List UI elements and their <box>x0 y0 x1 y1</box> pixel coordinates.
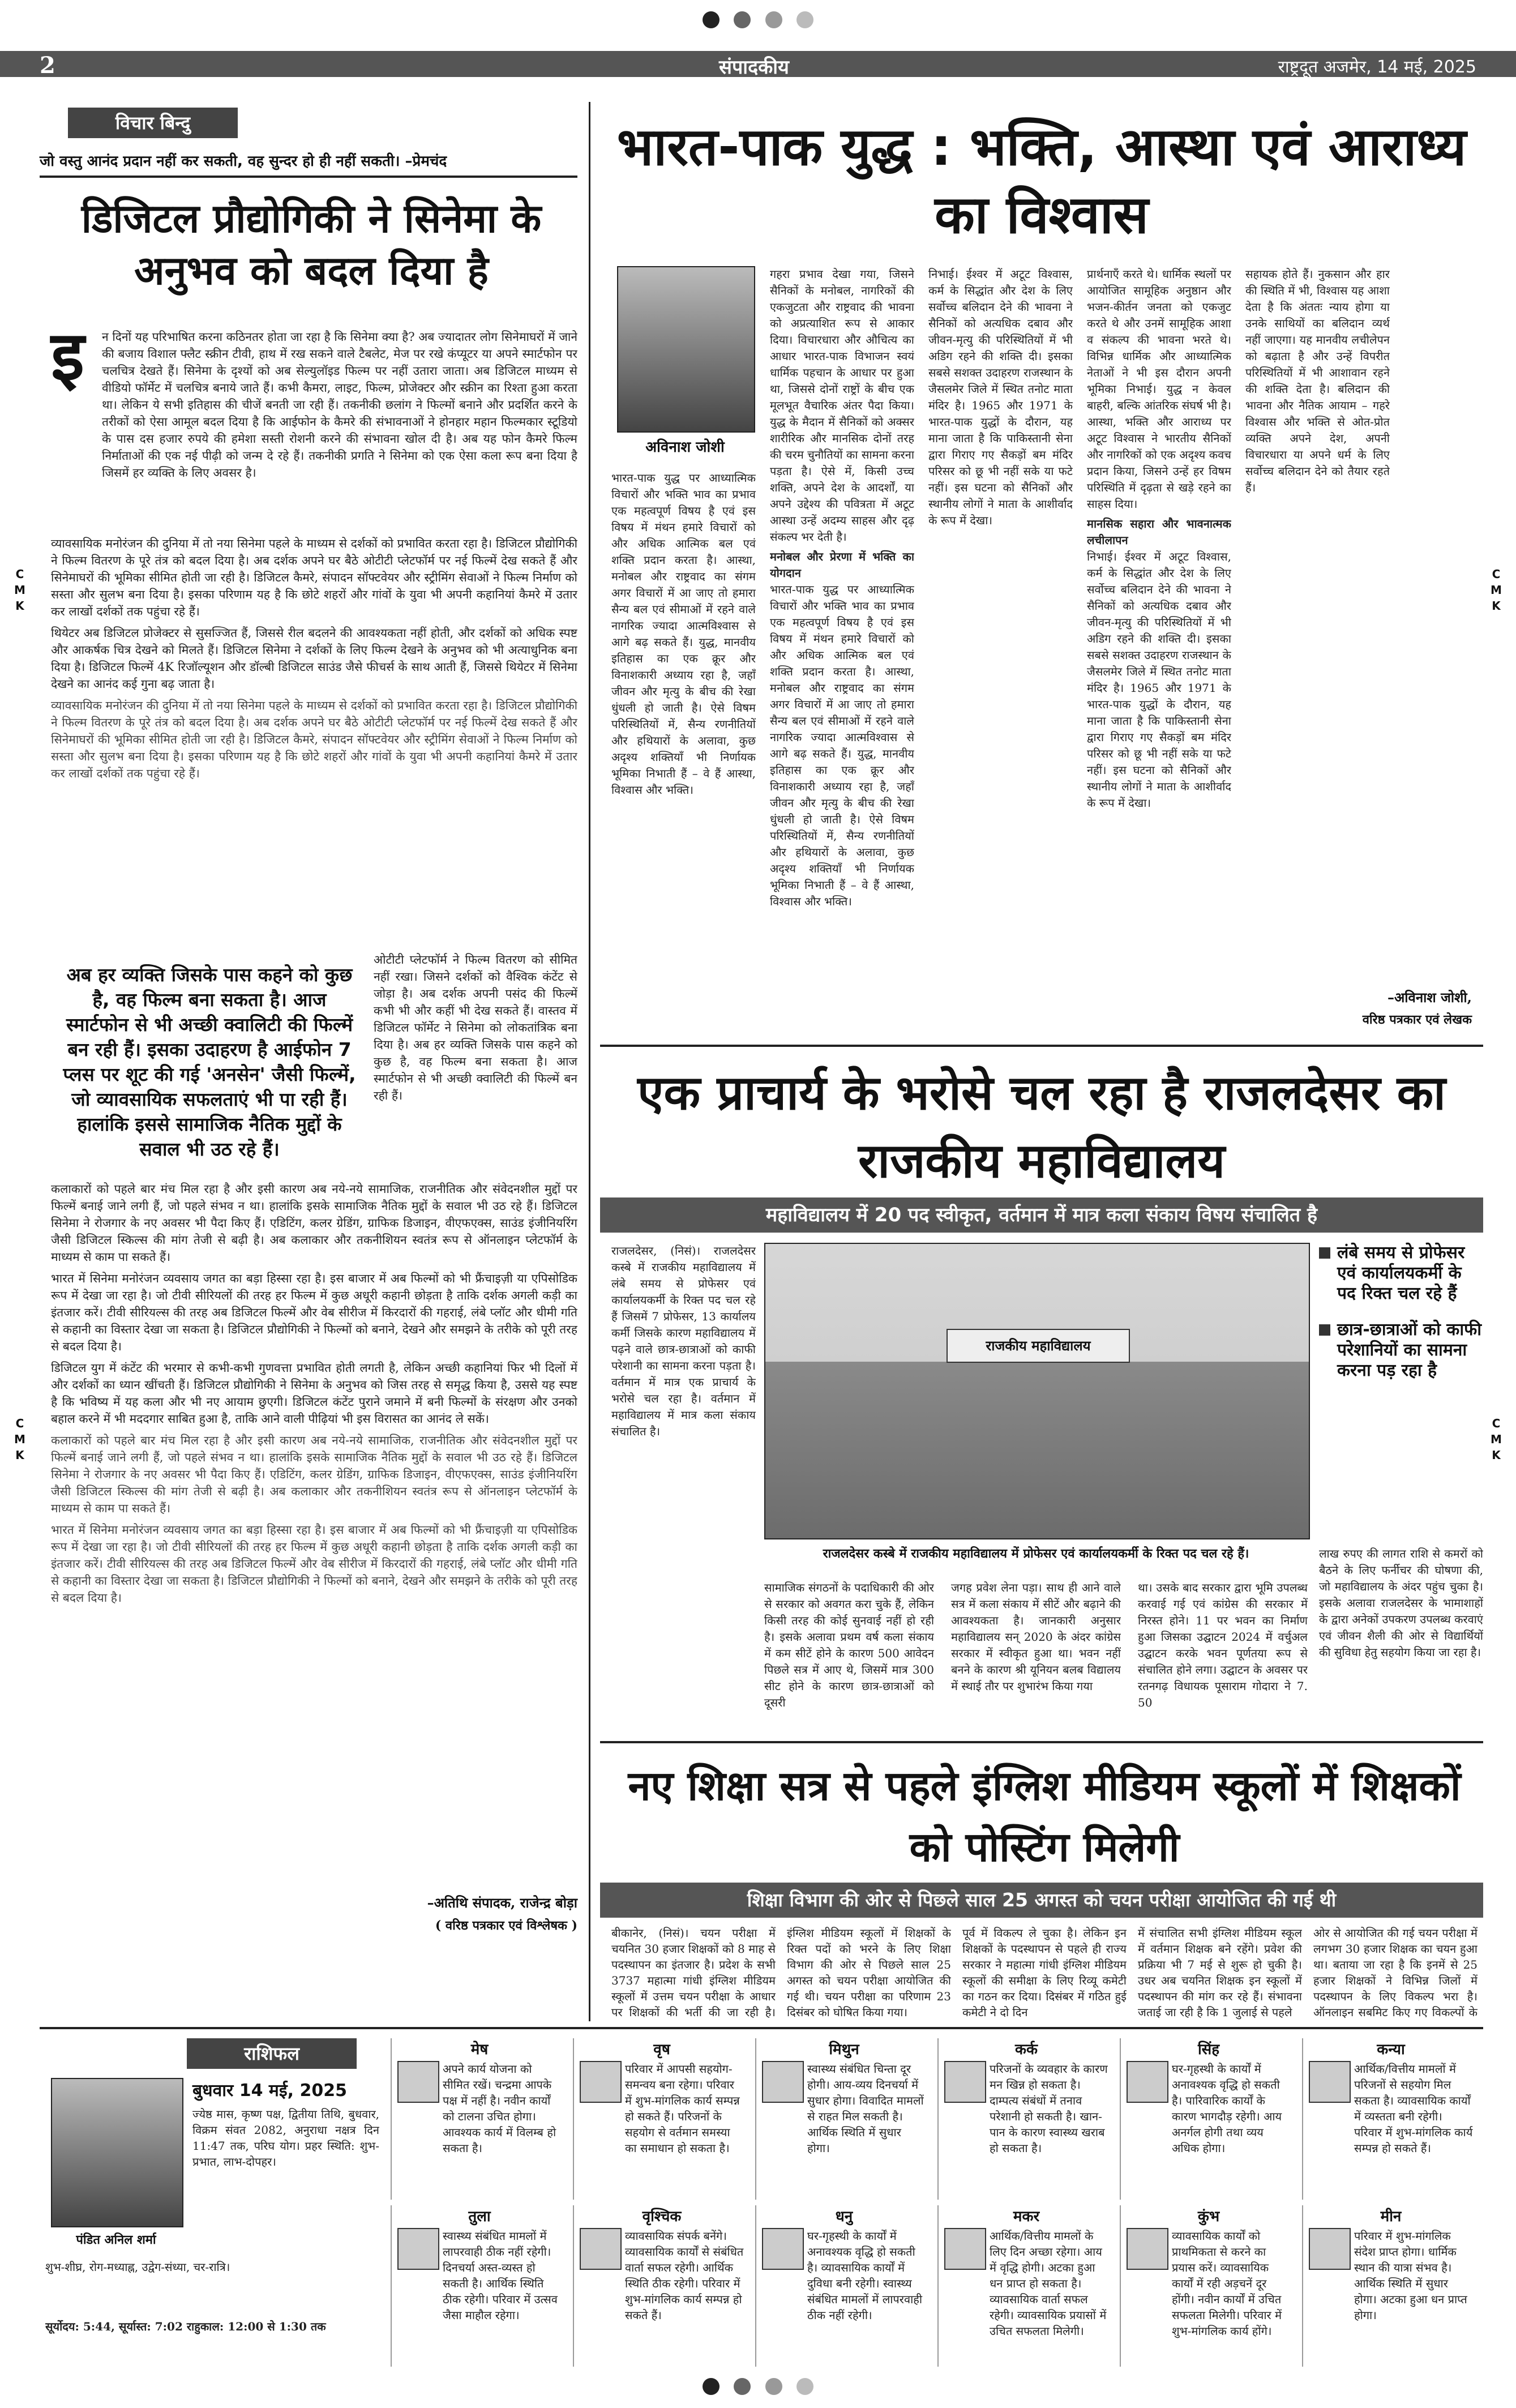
article1-body-bottom <box>51 1181 577 1885</box>
aquarius-icon <box>1127 2228 1168 2270</box>
rashi-kumbh <box>1120 2205 1296 2367</box>
registration-dot-icon <box>734 2378 751 2395</box>
gemini-icon <box>762 2061 804 2103</box>
article1-author-desc: ( वरिष्ठ पत्रकार एवं विश्लेषक ) <box>435 1918 577 1933</box>
rashi-text: आर्थिक/वित्तीय मामलों के लिए दिन अच्छा रहेगा। आय में वृद्धि होगी। अटका हुआ धन प्राप्त हो सकता है। व्यावसायिक वार्ता सफल रहेगी। व्यावसायिक प्रयासों में उचित सफलता मिलेगी। <box>990 2229 1107 2338</box>
registration-dot-icon <box>734 11 751 28</box>
rashi-name: धनु <box>835 2208 853 2225</box>
article3-col3: जगह प्रवेश लेना पड़ा। साथ ही आने वाले सत्र में कला संकाय में सीटें और बढ़ाने की आवश्यकता है। जानकारी अनुसार महाविद्यालय सन् 2020 के अंदर कांग्रेस सरकार में स्वीकृत हुआ था। भवन नहीं बनने के कारण श्री यूनियन बलब विद्यालय में स्थाई तौर पर शुभारंभ किया गया <box>951 1581 1121 1693</box>
rashi-tula <box>391 2205 567 2367</box>
square-bullet-icon <box>1319 1247 1330 1259</box>
cmk-mark-right: C M K <box>1491 567 1502 613</box>
article1-para2-repeat: व्यावसायिक मनोरंजन की दुनिया में तो नया सिनेमा पहले के माध्यम से दर्शकों को प्रभावित करता रहा है। डिजिटल प्रौद्योगिकी ने फिल्म वितरण के पूरे तंत्र को बदल दिया है। अब दर्शक अपने घर बैठे ओटीटी प्लेटफॉर्म पर नई फिल्में देख सकते हैं और सिनेमाघरों की भूमिका सीमित होती जा रही है। डिजिटल कैमरे, संपादन सॉफ्टवेयर और स्ट्रीमिंग सेवाओं ने फिल्म निर्माण को सस्ता और सुलभ बना दिया है। इसका परिणाम यह है कि छोटे शहरों और गांवों के युवा भी अपनी कहानियां कैमरे में उतार कर लाखों दर्शकों तक पहुंचा रहे हैं। <box>51 699 577 780</box>
column-rule <box>589 102 590 2021</box>
scorpio-icon <box>580 2228 622 2270</box>
rashi-text: घर-गृहस्थी के कार्यों में अनावश्यक वृद्धि हो सकती है। पारिवारिक कार्यों के कारण भागदौड़ रहेगी। आय अनर्गल होगी तथा व्यय अधिक होगा। <box>1172 2062 1282 2155</box>
bullet-text: छात्र-छात्राओं को काफी परेशानियों का सामना करना पड़ रहा है <box>1337 1320 1482 1380</box>
registration-dot-icon <box>796 11 813 28</box>
article3-col4: था। उसके बाद सरकार द्वारा भूमि उपलब्ध करवाई गई एवं कांग्रेस की सरकार में निरस्त होने। 11 पर भवन का निर्माण हुआ जिसका उद्घाटन 2024 में वर्चुअल उद्घाटन करके भवन पूर्णतया रूप से संचालित होने लगा। उद्घाटन के अवसर पर रतनगढ़ विधायक पूसाराम गोदारा ने 7. 50 <box>1138 1581 1308 1709</box>
article2-col5: सहायक होते हैं। नुकसान और हार की स्थिति में भी, विश्वास यह आशा देता है कि अंततः न्याय होगा या उनके साथियों का बलिदान व्यर्थ नहीं जाएगा। यह मानवीय लचीलेपन को बढ़ाता है और उन्हें विपरीत परिस्थितियों में भी आशावान रहने की शक्ति देता है। बलिदान की भावना और नैतिक आयाम – गहरे विश्वास और भक्ति से ओत-प्रोत व्यक्ति अपने देश, अपनी विचारधारा या अपने धर्म के लिए सर्वोच्च बलिदान देने को तैयार रहते हैं। <box>1245 267 1390 494</box>
article1-para5: भारत में सिनेमा मनोरंजन व्यवसाय जगत का बड़ा हिस्सा रहा है। इस बाजार में अब फिल्मों को भी फ्रैंचाइज़ी या एपिसोडिक रूप में देखा जा रहा है। जो टीवी सीरियलों की तरह हर फिल्म में कुछ अधूरी कहानी छोड़ता है ताकि दर्शक अगली कड़ी का इंतजार करें। टीवी सीरियल्स की तरह अब डिजिटल फिल्में और वेब सीरीज में किरदारों की गहराई, लंबे प्लॉट और धीमी गति से कहानी का विस्तार देखा जा सकता है। डिजिटल प्रौद्योगिकी ने फिल्मों को बनाने, देखने और समझने के तरीके को पूरी तरह से बदल दिया है। <box>51 1272 577 1353</box>
rashi-name: मकर <box>1013 2208 1040 2225</box>
article2-col4-text: प्रार्थनाएँ करते थे। धार्मिक स्थलों पर आयोजित सामूहिक अनुष्ठान और भजन-कीर्तन जनता को एकजुट करते थे और उनमें सामूहिक आशा व संकल्प की भावना भरते थे। विभिन्न धार्मिक और आध्यात्मिक नेताओं ने भी इस दौरान अपनी भूमिका निभाई। युद्ध न केवल बाहरी, बल्कि आंतरिक संघर्ष भी है। आस्था, भक्ति और आराध्य पर अटूट विश्वास ने भारतीय सैनिकों और नागरिकों को एक अदृश्य कवच प्रदान किया, जिसने उन्हें हर विषम परिस्थिति में दृढ़ता से खड़े रहने का साहस दिया। <box>1087 267 1231 511</box>
registration-dot-icon <box>703 2378 720 2395</box>
sagittarius-icon <box>762 2228 804 2270</box>
article1-pullquote: अब हर व्यक्ति जिसके पास कहने को कुछ है, वह फिल्म बना सकता है। आज स्मार्टफोन से भी अच्छी क्वालिटी की फिल्में बन रही हैं। इसका उदाहरण है आईफोन 7 प्लस पर शूट की गई 'अनसेन' जैसी फिल्में, जो व्यावसायिक सफलताएं भी पा रही हैं। हालांकि इससे सामाजिक नैतिक मुद्दों के सवाल भी उठ रहे हैं। <box>63 964 356 1160</box>
article3-col5: लाख रुपए की लागत राशि से कमरों को बैठने के लिए फर्नीचर की घोषणा की, जो महाविद्यालय के अंदर पहुंच चुका है। इसके अलावा राजलदेसर के भामाशाहों के द्वारा अनेकों उपकरण उपलब्ध करवाएं एवं जीवन शैली की ओर से विद्यार्थियों की सुविधा हेतु सहयोग किया जा रहा है। <box>1319 1547 1483 1659</box>
article1-author-name: –अतिथि संपादक, राजेन्द्र बोड़ा <box>427 1894 577 1911</box>
rashi-name: सिंह <box>1197 2041 1220 2058</box>
article3-subhead: महाविद्यालय में 20 पद स्वीकृत, वर्तमान में मात्र कला संकाय विषय संचालित है <box>600 1197 1483 1233</box>
taurus-icon <box>580 2061 622 2103</box>
rashi-name: कर्क <box>1015 2041 1038 2058</box>
article2-author-caption: अविनाश जोशी <box>645 439 725 456</box>
cmk-mark-left: C M K <box>14 567 25 613</box>
rashi-makar <box>937 2205 1114 2367</box>
divider <box>600 1045 1483 1047</box>
article2-headline: भारत-पाक युद्ध : भक्ति, आस्था एवं आराध्य का विश्वास <box>616 117 1467 245</box>
article4-headline: नए शिक्षा सत्र से पहले इंग्लिश मीडियम स्कूलों में शिक्षकों को पोस्टिंग मिलेगी <box>628 1762 1461 1871</box>
article2-author-sign: –अविनाश जोशी, <box>1387 989 1472 1006</box>
bullet-item <box>1319 1243 1483 1304</box>
article4-subhead: शिक्षा विभाग की ओर से पिछले साल 25 अगस्त को चयन परीक्षा आयोजित की गई थी <box>600 1883 1483 1918</box>
leo-icon <box>1127 2061 1168 2103</box>
rashi-text: स्वास्थ्य संबंधित मामलों में लापरवाही ठीक नहीं रहेगी। दिनचर्या अस्त-व्यस्त हो सकती है। आर्थिक स्थिति ठीक रहेगी। परिवार में उत्सव जैसा माहौल रहेगा। <box>443 2229 558 2322</box>
rashifal-panchang: ज्येष्ठ मास, कृष्ण पक्ष, द्वितीया तिथि, बुधवार, विक्रम संवत 2082, अनुराधा नक्षत्र दिन 11:47 तक, परिघ योग। प्रहर स्थिति: शुभ-प्रभात, लाभ-दोपहर। <box>192 2107 379 2169</box>
rashi-text: परिवार में शुभ-मांगलिक संदेश प्राप्त होगा। धार्मिक स्थान की यात्रा संभव है। आर्थिक स्थिति में सुधार होगा। अटका हुआ धन प्राप्त होगा। <box>1354 2229 1467 2322</box>
article2-col1: भारत-पाक युद्ध पर आध्यात्मिक विचारों और भक्ति भाव का प्रभाव एक महत्वपूर्ण विषय है एवं इस विषय में मंथन हमारे विचारों को और अधिक आत्मिक बल एवं शक्ति प्रदान करता है। आस्था, मनोबल और राष्ट्रवाद का संगम अगर विचारों में आ जाए तो हमारा सैन्य बल एवं सीमाओं में रहने वाले नागरिक ज्यादा आत्मविश्वास से आगे बढ़ सकते हैं। युद्ध, मानवीय इतिहास का एक क्रूर और विनाशकारी अध्याय रहा है, जहाँ जीवन और मृत्यु के बीच की रेखा धुंधली हो जाती है। ऐसे विषम परिस्थितियों में, सैन्य रणनीतियों और हथियारों के अलावा, कुछ अदृश्य शक्तियाँ भी निर्णायक भूमिका निभाती हैं – वे हैं आस्था, विश्वास और भक्ति। <box>611 471 756 797</box>
aries-icon <box>397 2061 439 2103</box>
article1-body-mid <box>51 535 577 931</box>
rashi-name: मिथुन <box>829 2041 859 2058</box>
vichar-label: विचार बिन्दु <box>68 108 238 138</box>
rashi-name: तुला <box>468 2208 491 2225</box>
cmk-mark-right: C M K <box>1491 1417 1502 1462</box>
vichar-quote: जो वस्तु आनंद प्रदान नहीं कर सकती, वह सुन्दर हो ही नहीं सकती। –प्रेमचंद <box>40 153 447 170</box>
article2-author-photo <box>617 266 755 433</box>
rashifal-sun-times: सूर्योदय: 5:44, सूर्यास्त: 7:02 राहुकाल: 12:00 से 1:30 तक <box>45 2320 326 2333</box>
article4-col3: पूर्व में विकल्प ले चुका है। लेकिन इन शिक्षकों के पदस्थापन से पहले ही राज्य सरकार ने महात्मा गांधी इंग्लिश मीडियम स्कूलों की समीक्षा के लिए रिव्यू कमेटी का गठन कर दिया। दिसंबर में गठित हुई कमेटी ने दो दिन <box>962 1926 1127 2019</box>
registration-marks-bottom <box>170 2378 1346 2401</box>
rashi-singh <box>1120 2038 1296 2200</box>
article1-body-top <box>102 328 577 532</box>
rashi-name: मेष <box>470 2041 489 2058</box>
rashi-text: घर-गृहस्थी के कार्यों में अनावश्यक वृद्धि हो सकती है। व्यावसायिक कार्यों में दुविधा बनी रहेगी। स्वास्थ्य संबंधित मामलों में लापरवाही ठीक नहीं रहेगी। <box>807 2229 923 2322</box>
rashi-text: परिजनों के व्यवहार के कारण मन खिन्न हो सकता है। दाम्पत्य संबंधों में तनाव परेशानी हो सकती है। खान-पान के कारण स्वास्थ्य खराब हो सकता है। <box>990 2062 1108 2155</box>
article1-para6: डिजिटल युग में कंटेंट की भरमार से कभी-कभी गुणवत्ता प्रभावित होती लगती है, लेकिन अच्छी कहानियां फिर भी दिलों में और दर्शकों का ध्यान खींचती हैं। डिजिटल प्रौद्योगिकी ने सिनेमा के अनुभव को जिस तरह से समृद्ध किया है, उससे यह स्पष्ट है कि भविष्य में यह कला और भी नए आयाम छुएगी। डिजिटल कंटेंट पुराने जमाने में बनी फिल्मों के संरक्षण और उनको बहाल करने में भी मददगार साबित हुआ है, ताकि आने वाली पीढ़ियां भी इस विरासत का आनंद ले सकें। <box>51 1361 577 1426</box>
registration-dot-icon <box>796 2378 813 2395</box>
article4-col5: ओर से आयोजित की गई चयन परीक्षा में लगभग 30 हजार शिक्षक का चयन हुआ था। बताया जा रहा है कि इनमें से 25 हजार शिक्षकों ने विभिन्न जिलों में पदस्थापन के लिए विकल्प भरा है। ऑनलाइन सबमिट किए गए विकल्पों के <box>1313 1926 1478 2019</box>
bullet-text: लंबे समय से प्रोफेसर एवं कार्यालयकर्मी के पद रिक्त चल रहे हैं <box>1337 1243 1465 1303</box>
rashi-meen <box>1302 2205 1479 2367</box>
article2-col4 <box>1087 266 1231 1036</box>
article3-bullets <box>1319 1243 1483 1537</box>
rashi-kanya <box>1302 2038 1479 2200</box>
rashi-text: स्वास्थ्य संबंधित चिन्ता दूर होगी। आय-व्यय दिनचर्या में सुधार होगा। विवादित मामलों से राहत मिल सकती है। आर्थिक स्थिति में सुधार होगा। <box>807 2062 924 2155</box>
cmk-mark-left: C M K <box>14 1417 25 1462</box>
astrologer-photo <box>51 2078 183 2227</box>
building-sign: राजकीय महाविद्यालय <box>947 1329 1130 1363</box>
article1-para2: व्यावसायिक मनोरंजन की दुनिया में तो नया सिनेमा पहले के माध्यम से दर्शकों को प्रभावित करता रहा है। डिजिटल प्रौद्योगिकी ने फिल्म वितरण के पूरे तंत्र को बदल दिया है। अब दर्शक अपने घर बैठे ओटीटी प्लेटफॉर्म पर नई फिल्में देख सकते हैं और सिनेमाघरों की भूमिका सीमित होती जा रही है। डिजिटल कैमरे, संपादन सॉफ्टवेयर और स्ट्रीमिंग सेवाओं ने फिल्म निर्माण को सस्ता और सुलभ बना दिया है। इसका परिणाम यह है कि छोटे शहरों और गांवों के युवा भी अपनी कहानियां कैमरे में उतार कर लाखों दर्शकों तक पहुंचा रहे हैं। <box>51 537 577 618</box>
rashi-name: वृश्चिक <box>642 2208 682 2225</box>
rashi-dhanu <box>755 2205 932 2367</box>
cancer-icon <box>944 2061 986 2103</box>
rashi-text: अपने कार्य योजना को सीमित रखें। चन्द्रमा आपके पक्ष में नहीं है। नवीन कार्यों को टालना उचित होगा। आवश्यक कार्य में विलम्ब हो सकता है। <box>443 2062 556 2155</box>
pisces-icon <box>1309 2228 1351 2270</box>
rashi-mithun <box>755 2038 932 2200</box>
rashi-text: व्यावसायिक संपर्क बनेंगे। व्यावसायिक कार्यों से संबंधित वार्ता सफल रहेगी। आर्थिक स्थिति ठीक रहेगी। परिवार में शुभ-मांगलिक कार्य सम्पन्न हो सकते हैं। <box>625 2229 744 2322</box>
article2-subhead2: मानसिक सहारा और भावनात्मक लचीलापन <box>1087 517 1231 547</box>
article2-author-role: वरिष्ठ पत्रकार एवं लेखक <box>1362 1012 1472 1027</box>
capricorn-icon <box>944 2228 986 2270</box>
article1-para4: कलाकारों को पहले बार मंच मिल रहा है और इसी कारण अब नये-नये सामाजिक, राजनीतिक और संवेदनशील मुद्दों पर फिल्में बनाई जाने लगी हैं, जो पहले संभव न था। हालांकि इसके सामाजिक नैतिक मुद्दों के सवाल भी उठ रहे हैं। डिजिटल सिनेमा ने रोजगार के नए अवसर भी पैदा किए हैं। एडिटिंग, कलर ग्रेडिंग, ग्राफिक डिजाइन, वीएफएक्स, साउंड इंजीनियरिंग जैसी डिजिटल स्किल्स की मांग तेजी से बढ़ी है। अब कलाकार और तकनीशियन स्वतंत्र रूप से ऑनलाइन प्लेटफॉर्म के माध्यम से काम पा सकते हैं। <box>51 1182 577 1264</box>
article3-headline: एक प्राचार्य के भरोसे चल रहा है राजलदेसर का राजकीय महाविद्यालय <box>637 1065 1446 1188</box>
article2-col3-repeat: निभाई। ईश्वर में अटूट विश्वास, कर्म के सिद्धांत और देश के लिए सर्वोच्च बलिदान देने की भावना ने सैनिकों को अत्यधिक दबाव और जीवन-मृत्यु की परिस्थितियों में भी अडिग रहने की शक्ति दी। इसका सबसे सशक्त उदाहरण राजस्थान के जैसलमेर जिले में स्थित तनोट माता मंदिर है। 1965 और 1971 के भारत-पाक युद्धों के दौरान, यह माना जाता है कि पाकिस्तानी सेना द्वारा गिराए गए सैकड़ों बम मंदिर परिसर को छू भी नहीं सके या फटे नहीं। इस घटना को सैनिकों और स्थानीय लोगों ने माता के आशीर्वाद के रूप में देखा। <box>1087 550 1231 810</box>
rashi-text: आर्थिक/वित्तीय मामलों में परिजनों से सहयोग मिल सकता है। व्यावसायिक कार्यों में व्यस्तता बनी रहेगी। परिवार में शुभ-मांगलिक कार्य सम्पन्न हो सकते हैं। <box>1354 2062 1473 2155</box>
divider <box>40 176 577 178</box>
article3-photo <box>764 1243 1310 1539</box>
article1-para5-repeat: भारत में सिनेमा मनोरंजन व्यवसाय जगत का बड़ा हिस्सा रहा है। इस बाजार में अब फिल्मों को भी फ्रैंचाइज़ी या एपिसोडिक रूप में देखा जा रहा है। जो टीवी सीरियलों की तरह हर फिल्म में कुछ अधूरी कहानी छोड़ता है ताकि दर्शक अगली कड़ी का इंतजार करें। टीवी सीरियल्स की तरह अब डिजिटल फिल्में और वेब सीरीज में किरदारों की गहराई, लंबे प्लॉट और धीमी गति से कहानी का विस्तार देखा जा सकता है। डिजिटल प्रौद्योगिकी ने फिल्मों को बनाने, देखने और समझने के तरीके को पूरी तरह से बदल दिया है। <box>51 1523 577 1605</box>
header-dateline: राष्ट्रदूत अजमेर, 14 मई, 2025 <box>1278 57 1476 77</box>
divider <box>40 2027 1483 2029</box>
registration-dot-icon <box>703 11 720 28</box>
libra-icon <box>397 2228 439 2270</box>
rashi-mesh <box>391 2038 567 2200</box>
article1-headline: डिजिटल प्रौद्योगिकी ने सिनेमा के अनुभव को बदल दिया है <box>81 195 542 294</box>
article2-col1-repeat: भारत-पाक युद्ध पर आध्यात्मिक विचारों और भक्ति भाव का प्रभाव एक महत्वपूर्ण विषय है एवं इस विषय में मंथन हमारे विचारों को और अधिक आत्मिक बल एवं शक्ति प्रदान करता है। आस्था, मनोबल और राष्ट्रवाद का संगम अगर विचारों में आ जाए तो हमारा सैन्य बल एवं सीमाओं में रहने वाले नागरिक ज्यादा आत्मविश्वास से आगे बढ़ सकते हैं। युद्ध, मानवीय इतिहास का एक क्रूर और विनाशकारी अध्याय रहा है, जहाँ जीवन और मृत्यु के बीच की रेखा धुंधली हो जाती है। ऐसे विषम परिस्थितियों में, सैन्य रणनीतियों और हथियारों के अलावा, कुछ अदृश्य शक्तियाँ भी निर्णायक भूमिका निभाती हैं – वे हैं आस्था, विश्वास और भक्ति। <box>770 583 914 908</box>
article1-sidecol: ओटीटी प्लेटफॉर्म ने फिल्म वितरण को सीमित नहीं रखा। जिसने दर्शकों को वैश्विक कंटेंट से जोड़ा है। अब दर्शक अपनी पसंद की फिल्में कभी भी और कहीं भी देख सकते हैं। वास्तव में डिजिटल फॉर्मेट ने सिनेमा को लोकतांत्रिक बना दिया है। अब हर व्यक्ति जिसके पास कहने को कुछ है, वह फिल्म बना सकता है। आज स्मार्टफोन से भी अच्छी क्वालिटी की फिल्में बन रही हैं। <box>374 953 577 1102</box>
article4-col2: इंग्लिश मीडियम स्कूलों में शिक्षकों के रिक्त पदों को भरने के लिए शिक्षा विभाग की ओर से पिछले साल 25 अगस्त को चयन परीक्षा आयोजित की गई थी। चयन परीक्षा का परिणाम 23 दिसंबर को घोषित किया गया। <box>787 1926 951 2019</box>
registration-dot-icon <box>765 11 782 28</box>
article2-subhead1: मनोबल और प्रेरणा में भक्ति का योगदान <box>770 550 914 580</box>
registration-marks-top <box>170 11 1346 34</box>
rashifal-choghadiya: शुभ-शीघ्र, रोग-मध्याह्न, उद्वेग-संध्या, चर-रात्रि। <box>45 2260 230 2274</box>
article4-col4: में संचालित सभी इंग्लिश मीडियम स्कूल में वर्तमान शिक्षक बने रहेंगे। प्रवेश की प्रक्रिया भी 7 मई से शुरू हो चुकी है। उधर अब चयनित शिक्षक इन स्कूलों में पदस्थापन की मांग कर रहे हैं। संभावना जताई जा रही है कि 1 जुलाई से पहले <box>1138 1926 1302 2019</box>
rashi-name: वृष <box>653 2041 670 2058</box>
rashi-kark <box>937 2038 1114 2200</box>
article3-col1: राजलदेसर, (निसं)। राजलदेसर कस्बे में राजकीय महाविद्यालय में लंबे समय से प्रोफेसर एवं कार्यालयकर्मी के रिक्त पद चल रहे हैं जिसमें 7 प्रोफेसर, 13 कार्यालय कर्मी जिसके कारण महाविद्यालय में पढ़ने वाले छात्र-छात्राओं को काफी परेशानी का सामना करना पड़ता है। वर्तमान में मात्र एक प्राचार्य के भरोसे चल रहा है। वर्तमान में महाविद्यालय में मात्र कला संकाय संचालित है। <box>611 1244 756 1438</box>
article4-col1: बीकानेर, (निसं)। चयन परीक्षा में चयनित 30 हजार शिक्षकों को 8 माह से पदस्थापन का इंतजार है। प्रदेश के सभी 3737 महात्मा गांधी इंग्लिश मीडियम स्कूलों में उत्तम चयन परीक्षा के आधार पर शिक्षकों की भर्ती की जा रही है। <box>611 1926 776 2019</box>
rashi-grid <box>391 2038 1483 2367</box>
rashi-text: परिवार में आपसी सहयोग-समन्वय बना रहेगा। परिवार में शुभ-मांगलिक कार्य सम्पन्न हो सकते हैं। परिजनों के सहयोग से वर्तमान समस्या का समाधान हो सकता है। <box>625 2062 740 2155</box>
rashifal-date: बुधवार 14 मई, 2025 <box>192 2081 347 2101</box>
article2-col2 <box>770 266 914 1036</box>
rashifal-label: राशिफल <box>187 2038 357 2069</box>
article2-col3: निभाई। ईश्वर में अटूट विश्वास, कर्म के सिद्धांत और देश के लिए सर्वोच्च बलिदान देने की भावना ने सैनिकों को अत्यधिक दबाव और जीवन-मृत्यु की परिस्थितियों में भी अडिग रहने की शक्ति दी। इसका सबसे सशक्त उदाहरण राजस्थान के जैसलमेर जिले में स्थित तनोट माता मंदिर है। 1965 और 1971 के भारत-पाक युद्धों के दौरान, यह माना जाता है कि पाकिस्तानी सेना द्वारा गिराए गए सैकड़ों बम मंदिर परिसर को छू भी नहीं सके या फटे नहीं। इस घटना को सैनिकों और स्थानीय लोगों ने माता के आशीर्वाद के रूप में देखा। <box>928 267 1073 527</box>
virgo-icon <box>1309 2061 1351 2103</box>
section-title: संपादकीय <box>719 56 789 79</box>
rashi-name: मीन <box>1380 2208 1402 2225</box>
rashi-vrish <box>573 2038 750 2200</box>
article1-para4-repeat: कलाकारों को पहले बार मंच मिल रहा है और इसी कारण अब नये-नये सामाजिक, राजनीतिक और संवेदनशील मुद्दों पर फिल्में बनाई जाने लगी हैं, जो पहले संभव न था। हालांकि इसके सामाजिक नैतिक मुद्दों के सवाल भी उठ रहे हैं। डिजिटल सिनेमा ने रोजगार के नए अवसर भी पैदा किए हैं। एडिटिंग, कलर ग्रेडिंग, ग्राफिक डिजाइन, वीएफएक्स, साउंड इंजीनियरिंग जैसी डिजिटल स्किल्स की मांग तेजी से बढ़ी है। अब कलाकार और तकनीशियन स्वतंत्र रूप से ऑनलाइन प्लेटफॉर्म के माध्यम से काम पा सकते हैं। <box>51 1434 577 1515</box>
article1-dropcap: इ <box>51 317 84 396</box>
rashi-name: कन्या <box>1377 2041 1405 2058</box>
article2-col2-text: गहरा प्रभाव देखा गया, जिसने सैनिकों के मनोबल, नागरिकों की एकजुटता और राष्ट्रवाद की भावना को अप्रत्याशित रूप से आकार दिया। विचारधारा और औचित्य का आधार भारत-पाक विभाजन स्वयं धार्मिक पहचान के आधार पर हुआ था, जिससे दोनों राष्ट्रों के बीच एक मूलभूत वैचारिक अंतर पैदा किया। युद्ध के मैदान में सैनिकों को अक्सर शारीरिक और मानसिक दोनों तरह की चरम चुनौतियों का सामना करना पड़ता है। ऐसे में, किसी उच्च शक्ति, अपने देश के आदर्शों, या अपने उद्देश्य की पवित्रता में अटूट आस्था उन्हें अदम्य साहस और दृढ़ संकल्प भर देती है। <box>770 267 914 544</box>
article3-photo-caption: राजलदेसर कस्बे में राजकीय महाविद्यालय में प्रोफेसर एवं कार्यालयकर्मी के रिक्त पद चल रहे हैं। <box>764 1540 1308 1568</box>
rashi-vrishchik <box>573 2205 750 2367</box>
bullet-item <box>1319 1320 1483 1381</box>
article1-para1: न दिनों यह परिभाषित करना कठिनतर होता जा रहा है कि सिनेमा क्या है? अब ज्यादातर लोग सिनेमाघरों में जाने की बजाय विशाल फ्लैट स्क्रीन टीवी, हाथ में रख सकने वाले टैबलेट, मेज पर रखे कंप्यूटर या अपने स्मार्टफोन पर चलचित्र देखते हैं। सिनेमा के दृश्यों को अब सेल्युलॉइड फिल्म पर नहीं उतारा जाता। अब डिजिटल माध्यम से वीडियो फॉर्मेट में चलचित्र बनाये जाते हैं। कभी कैमरा, लाइट, फिल्म, प्रोजेक्टर और स्क्रीन का रिश्ता हुआ करता था। लेकिन ये सभी इतिहास की चीजें बनती जा रही हैं। तकनीकी छलांग ने फिल्मों बनाने और प्रदर्शित करने के तरीकों को ऐसा आमूल बदल दिया है कि आईफोन के कैमरे की संभावनाओं ने होनहार महान फिल्मकार स्टूडियो के पास दस हजार रुपये की हमेशा सस्ती रोशनी करने की संभावना खोल दी है। अब यह फोन कैमरे फिल्म निर्माताओं की एक नई पीढ़ी को जन्म दे रहे हैं। तकनीकी प्रगति ने सिनेमा को एक ऐसा कला रूप बना दिया है जिसमें हर व्यक्ति के लिए अवसर है। <box>102 330 577 480</box>
page-number: 2 <box>40 52 55 79</box>
article1-para3: थियेटर अब डिजिटल प्रोजेक्टर से सुसज्जित हैं, जिससे रील बदलने की आवश्यकता नहीं होती, और दर्शकों को अधिक स्पष्ट और आकर्षक चित्र देखने को मिलते हैं। डिजिटल सिनेमा ने दर्शकों के लिए फिल्म देखने के अनुभव को भी अत्याधुनिक बना दिया है। डिजिटल फिल्में 4K रिजॉल्यूशन और डॉल्बी डिजिटल साउंड जैसे फीचर्स के साथ आती हैं, जिससे थियेटर में सिनेमा देखने का आनंद कई गुना बढ़ जाता है। <box>51 626 577 691</box>
rashi-text: व्यावसायिक कार्यों को प्राथमिकता से करने का प्रयास करें। व्यावसायिक कार्यों में रही अड़चनें दूर होंगी। नवीन कार्यों में उचित सफलता मिलेगी। परिवार में शुभ-मांगलिक कार्य होंगे। <box>1172 2229 1282 2338</box>
registration-dot-icon <box>765 2378 782 2395</box>
divider <box>600 1741 1483 1743</box>
astrologer-name: पंडित अनिल शर्मा <box>76 2232 156 2247</box>
square-bullet-icon <box>1319 1324 1330 1336</box>
rashi-name: कुंभ <box>1197 2208 1220 2225</box>
article3-col2: सामाजिक संगठनों के पदाधिकारी की ओर से सरकार को अवगत करा चुके हैं, लेकिन किसी तरह की कोई सुनवाई नहीं हो रही है। इसके अलावा प्रथम वर्ष कला संकाय में कम सीटें होने के कारण 500 आवेदन पिछले सत्र में आए थे, जिसमें मात्र 300 सीट होने के कारण छात्र-छात्राओं को दूसरी <box>764 1581 934 1709</box>
